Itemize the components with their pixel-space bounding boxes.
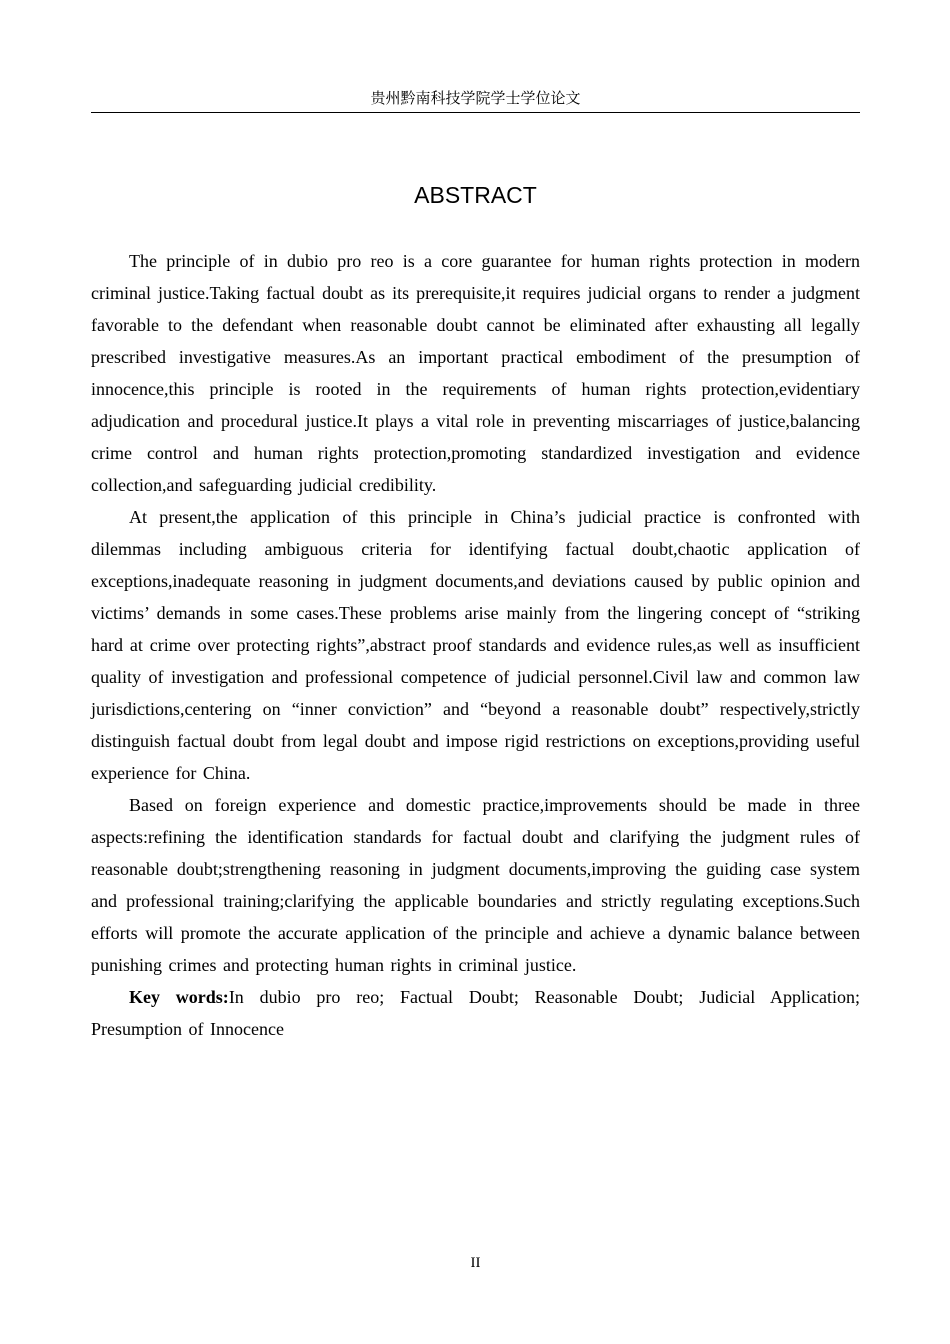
abstract-title: ABSTRACT [414, 182, 537, 208]
page-header [91, 88, 860, 113]
keywords-label: Key words: [129, 987, 229, 1007]
keywords-text: In dubio pro reo; Factual Doubt; Reasonable Doubt; Judicial Application; Presumption of Innocence [91, 987, 860, 1039]
abstract-paragraph-1: The principle of in dubio pro reo is a core guarantee for human rights protection in modern criminal justice.Taking factual doubt as its prerequisite,it requires judicial organs to render a judgment favorable to the defendant when reasonable doubt cannot be eliminated after exhausting all legally prescribed investigative measures.As an important practical embodiment of the presumption of innocence,this principle is rooted in the requirements of human rights protection,evidentiary adjudication and procedural justice.It plays a vital role in preventing miscarriages of justice,balancing crime control and human rights protection,promoting standardized investigation and evidence collection,and safeguarding judicial credibility. [91, 251, 860, 495]
keywords-line [91, 981, 860, 1045]
page-number: II [470, 1255, 481, 1271]
abstract-paragraph-2: At present,the application of this principle in China’s judicial practice is confronted with dilemmas including ambiguous criteria for identifying factual doubt,chaotic application of exceptions,inadequate reasoning in judgment documents,and deviations caused by public opinion and victims’ demands in some cases.These problems arise mainly from the lingering concept of “striking hard at crime over protecting rights”,abstract proof standards and evidence rules,as well as insufficient quality of investigation and professional competence of judicial personnel.Civil law and common law jurisdictions,centering on “inner conviction” and “beyond a reasonable doubt” respectively,strictly distinguish factual doubt from legal doubt and impose rigid restrictions on exceptions,providing useful experience for China. [91, 507, 860, 783]
abstract-paragraph-3: Based on foreign experience and domestic practice,improvements should be made in three aspects:refining the identification standards for factual doubt and clarifying the judgment rules of reasonable doubt;strengthening reasoning in judgment documents,improving the guiding case system and professional training;clarifying the applicable boundaries and strictly regulating exceptions.Such efforts will promote the accurate application of the principle and achieve a dynamic balance between punishing crimes and protecting human rights in criminal justice. [91, 795, 860, 975]
abstract-body [91, 245, 860, 1045]
header-text: 贵州黔南科技学院学士学位论文 [370, 91, 581, 107]
